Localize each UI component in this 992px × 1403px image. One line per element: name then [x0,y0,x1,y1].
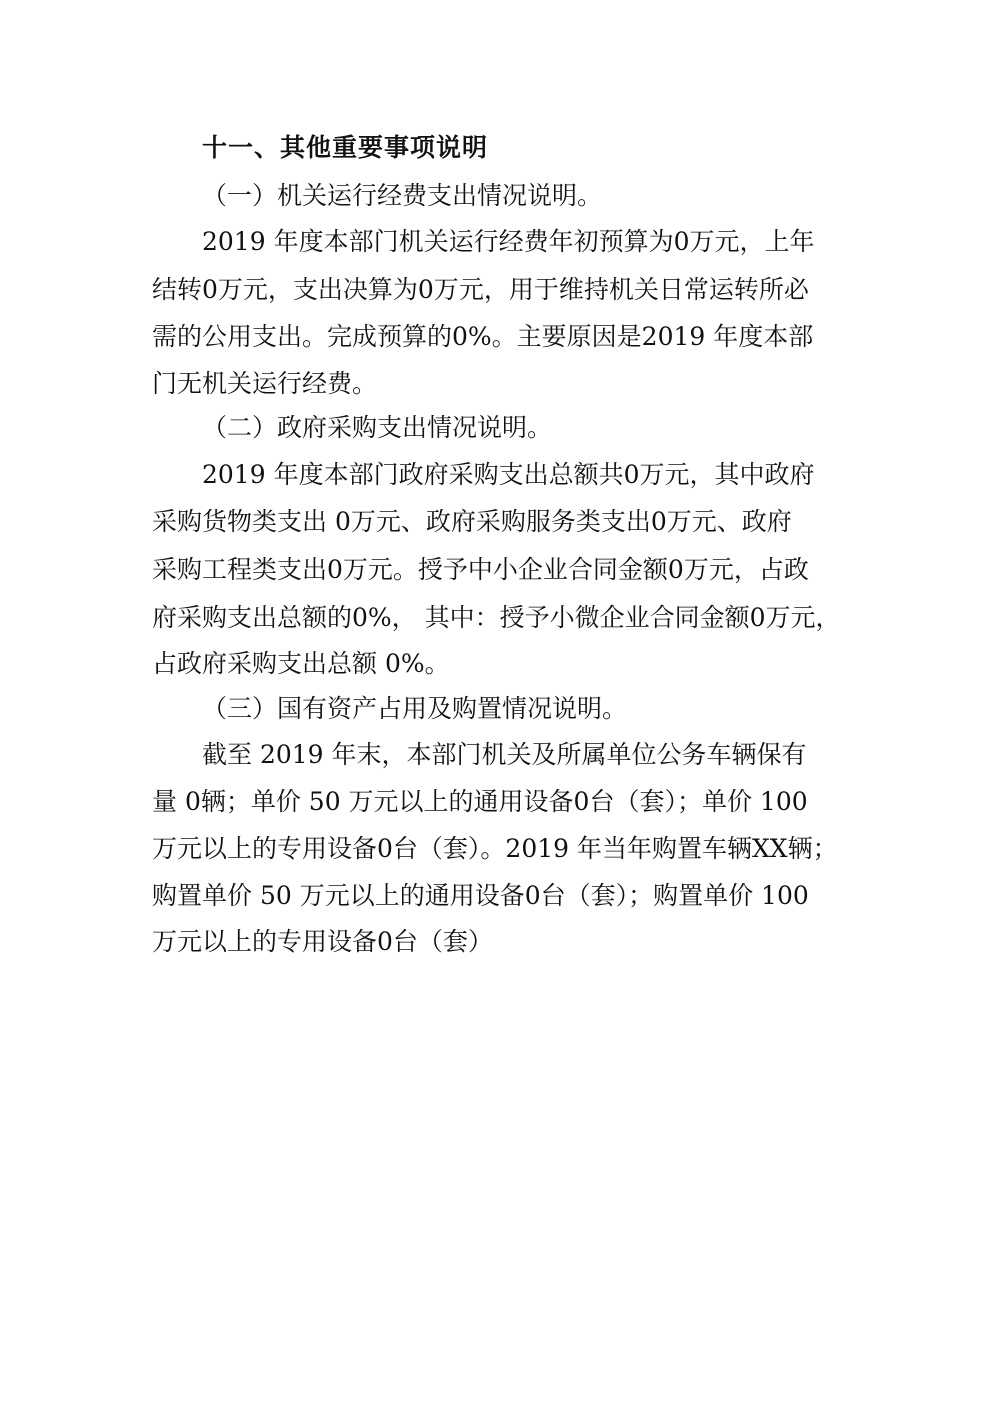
paragraph-line: 购置单价 50 万元以上的通用设备0台（套）；购置单价 100 [152,881,809,910]
paragraph-line: 门无机关运行经费。 [152,369,378,398]
paragraph-line: 2019 年度本部门机关运行经费年初预算为0万元，上年 [202,227,815,256]
paragraph-line: 量 0辆；单价 50 万元以上的通用设备0台（套）；单价 100 [152,787,808,816]
subsection-heading-3: （三）国有资产占用及购置情况说明。 [202,694,628,723]
paragraph-line: 万元以上的专用设备0台（套） [152,927,493,956]
paragraph-line: 采购工程类支出0万元。授予中小企业合同金额0万元，占政 [152,555,809,584]
paragraph-line: 采购货物类支出 0万元、政府采购服务类支出0万元、政府 [152,507,792,536]
subsection-heading-2: （二）政府采购支出情况说明。 [202,413,553,442]
paragraph-line: 需的公用支出。完成预算的0%。主要原因是2019 年度本部 [152,322,814,351]
section-title: 十一、其他重要事项说明 [202,133,489,162]
paragraph-line: 府采购支出总额的0%， 其中：授予小微企业合同金额0万元， [152,603,841,632]
subsection-heading-1: （一）机关运行经费支出情况说明。 [202,181,603,210]
paragraph-line: 万元以上的专用设备0台（套）。2019 年当年购置车辆XX辆； [152,834,838,863]
paragraph-line: 结转0万元，支出决算为0万元，用于维持机关日常运转所必 [152,275,809,304]
paragraph-line: 截至 2019 年末，本部门机关及所属单位公务车辆保有 [202,740,807,769]
paragraph-line: 占政府采购支出总额 0%。 [152,649,450,678]
paragraph-line: 2019 年度本部门政府采购支出总额共0万元，其中政府 [202,460,815,489]
